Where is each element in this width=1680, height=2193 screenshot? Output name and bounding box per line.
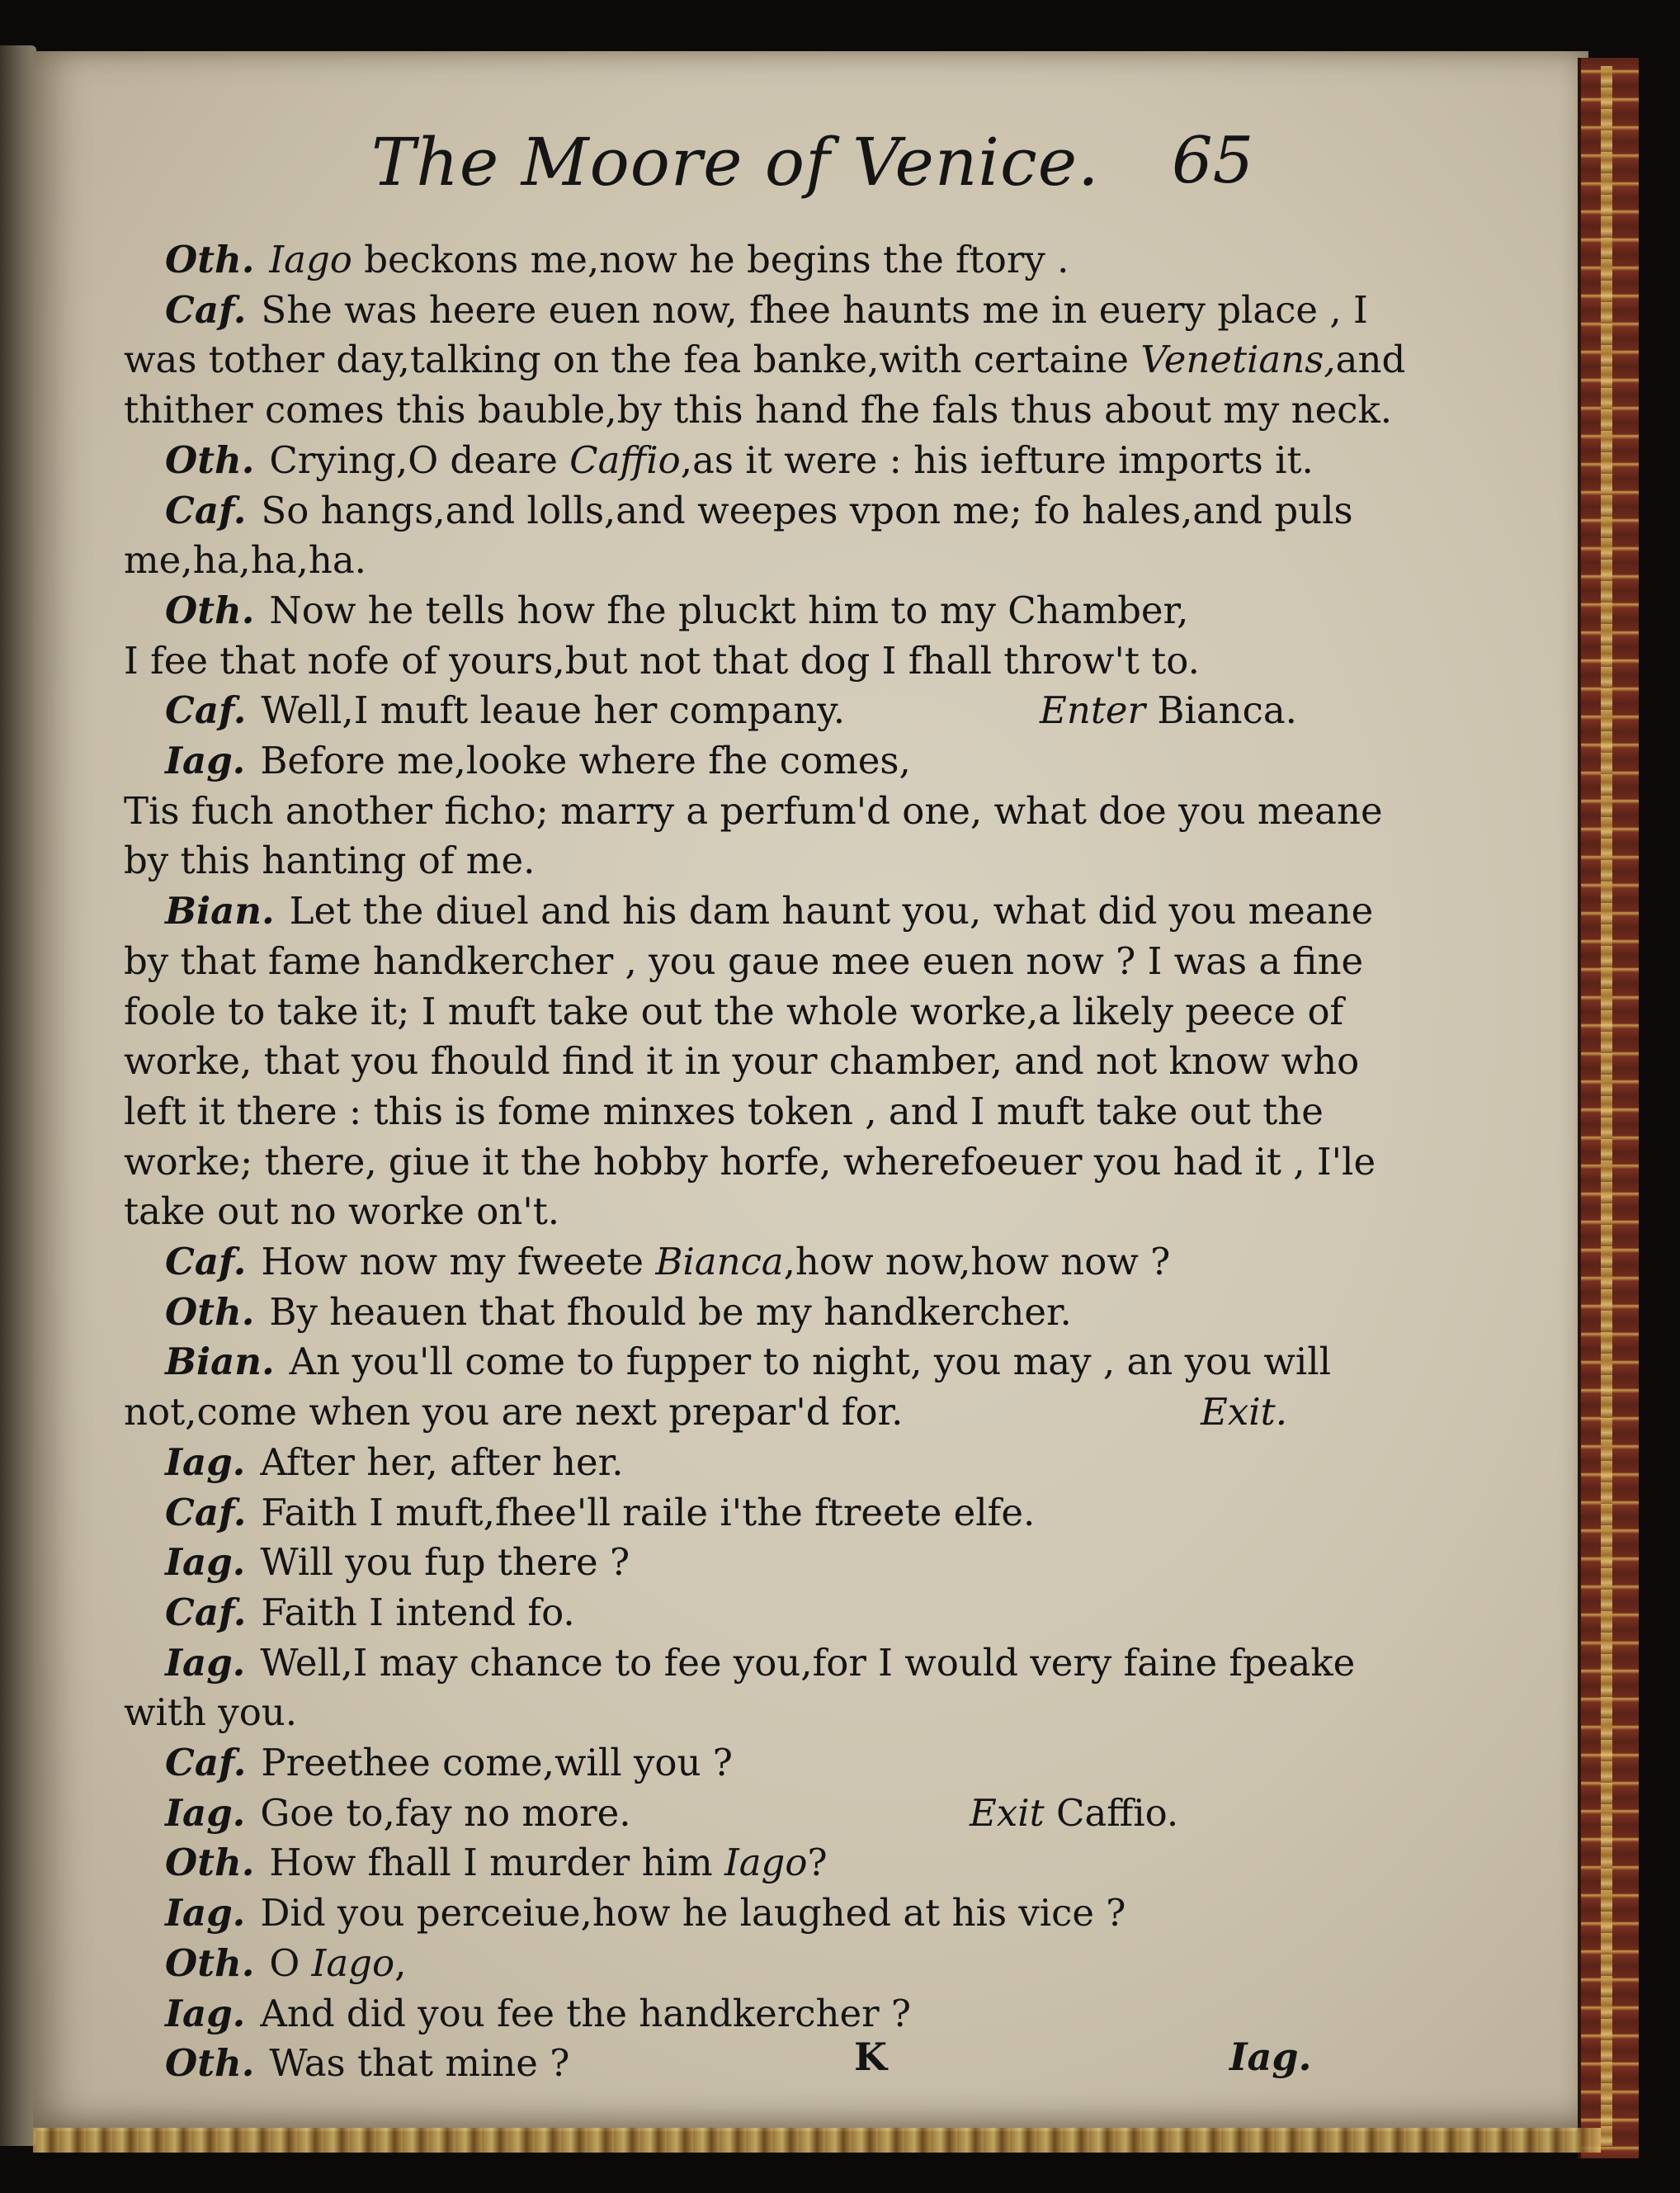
line-text: and <box>1335 338 1406 381</box>
text-line <box>124 1137 1376 1187</box>
line-text: So hangs,and lolls,and weepes vpon me; fo hales,and puls <box>261 489 1353 532</box>
line-text: Crying,O deare <box>269 438 570 482</box>
italic-name: Caffio <box>569 438 681 482</box>
speaker-prefix: Bian. <box>165 1340 275 1383</box>
text-line <box>165 1538 630 1587</box>
text-line <box>165 1838 828 1888</box>
text-line <box>165 436 1314 485</box>
line-text: with you. <box>124 1690 298 1734</box>
text-line <box>165 1638 1355 1688</box>
text-line <box>165 286 1368 335</box>
speaker-prefix: Caf. <box>165 1240 247 1283</box>
line-text: She was heere euen now, fhee haunts me in euery place , I <box>261 288 1368 332</box>
line-text: Let the diuel and his dam haunt you, what did you meane <box>289 889 1374 933</box>
line-text: Faith I muft,fhee'll raile i'the ftreete elfe. <box>261 1491 1036 1534</box>
line-text: Before me,looke where fhe comes, <box>260 739 911 782</box>
stage-direction <box>1201 1387 1287 1437</box>
stage-direction-text: Caffio. <box>1044 1791 1179 1835</box>
line-text: Was that mine ? <box>269 2041 570 2085</box>
text-line <box>124 1037 1359 1086</box>
line-text: was tother day,talking on the fea banke,with certaine <box>124 338 1141 381</box>
speaker-prefix: Caf. <box>165 688 247 732</box>
text-line <box>124 1688 297 1737</box>
speaker-prefix: Oth. <box>165 2041 255 2085</box>
text-line <box>165 1288 1072 1337</box>
text-line <box>124 636 1200 686</box>
line-text: Preethee come,will you ? <box>261 1741 733 1784</box>
text-line <box>165 686 845 735</box>
line-text: left it there : this is fome minxes token , and I muft take out the <box>124 1089 1324 1133</box>
text-line <box>165 1939 406 1988</box>
signature-mark: K <box>854 2035 887 2079</box>
italic-name: Iago <box>311 1941 395 1985</box>
line-text: Tis fuch another ficho; marry a perfum'd one, what doe you meane <box>124 789 1383 833</box>
speaker-prefix: Caf. <box>165 288 247 332</box>
speaker-prefix: Oth. <box>165 1290 255 1334</box>
speaker-prefix: Iag. <box>165 1641 246 1685</box>
speaker-prefix: Iag. <box>165 1891 246 1935</box>
text-line <box>124 1187 559 1236</box>
line-text: After her, after her. <box>260 1440 624 1484</box>
text-line <box>124 335 1405 385</box>
line-text: by that fame handkercher , you gaue mee euen now ? I was a fine <box>124 939 1364 983</box>
speaker-prefix: Iag. <box>165 739 246 782</box>
speaker-prefix: Iag. <box>165 1992 246 2035</box>
line-text: Now he tells how fhe pluckt him to my Chamber, <box>269 588 1189 632</box>
text-line <box>165 1989 911 2039</box>
line-text: O <box>269 1941 312 1985</box>
line-text: ,how now,how now ? <box>783 1240 1171 1283</box>
speaker-prefix: Caf. <box>165 1590 247 1634</box>
text-line <box>165 1237 1170 1287</box>
stage-direction-text: Enter <box>1040 688 1146 732</box>
speaker-prefix: Iag. <box>165 1440 246 1484</box>
facing-page-edge <box>0 45 36 2146</box>
italic-name: Iago <box>269 238 352 281</box>
line-text: An you'll come to fupper to night, you may , an you will <box>289 1340 1332 1383</box>
gilt-bottom-edge <box>33 2128 1601 2153</box>
text-line <box>124 987 1343 1037</box>
line-text: Well,I may chance to fee you,for I would very faine fpeake <box>260 1641 1356 1685</box>
speaker-prefix: Oth. <box>165 1941 255 1985</box>
italic-name: Iago <box>724 1841 808 1884</box>
italic-name: Venetians, <box>1140 338 1336 381</box>
text-line <box>165 486 1353 536</box>
text-line <box>165 586 1188 636</box>
speaker-prefix: Bian. <box>165 889 275 933</box>
line-text: Faith I intend fo. <box>261 1590 575 1634</box>
text-line <box>165 1888 1126 1938</box>
text-line <box>124 937 1363 986</box>
speaker-prefix: Caf. <box>165 489 247 532</box>
running-title: The Moore of Venice. <box>371 124 1100 201</box>
text-line <box>124 1387 903 1437</box>
stage-direction-text: Bianca. <box>1145 688 1297 732</box>
line-text: And did you fee the handkercher ? <box>260 1992 912 2035</box>
stage-direction <box>970 1789 1178 1838</box>
line-text: Well,I muft leaue her company. <box>261 688 846 732</box>
line-text: ,as it were : his iefture imports it. <box>680 438 1314 482</box>
line-text: , <box>394 1941 407 1985</box>
stage-direction-text: Exit <box>970 1791 1045 1835</box>
speaker-prefix: Oth. <box>165 238 255 281</box>
line-text: beckons me,now he begins the ftory . <box>352 238 1069 281</box>
speaker-prefix: Iag. <box>165 1540 246 1584</box>
text-line <box>165 1588 575 1638</box>
text-line <box>124 385 1392 435</box>
text-line <box>165 235 1069 285</box>
gilt-tooling <box>1601 66 1612 2146</box>
text-line <box>165 1488 1035 1538</box>
page-number: 65 <box>1172 124 1254 198</box>
text-line <box>165 1438 624 1487</box>
speaker-prefix: Oth. <box>165 1841 255 1884</box>
line-text: foole to take it; I muft take out the whole worke,a likely peece of <box>124 990 1344 1033</box>
speaker-prefix: Iag. <box>165 1791 246 1835</box>
speaker-prefix: Caf. <box>165 1491 247 1534</box>
line-text: Will you fup there ? <box>260 1540 630 1584</box>
text-line <box>165 1738 733 1788</box>
catchword: Iag. <box>1229 2035 1312 2079</box>
line-text: How now my fweete <box>261 1240 656 1283</box>
text-line <box>165 1789 631 1838</box>
line-text: worke; there, giue it the hobby horfe, wherefoeuer you had it , I'le <box>124 1140 1376 1184</box>
line-text: By heauen that fhould be my handkercher. <box>269 1290 1072 1334</box>
line-text: by this hanting of me. <box>124 839 536 882</box>
text-line <box>124 787 1383 836</box>
text-line <box>165 1337 1331 1387</box>
line-text: I fee that nofe of yours,but not that dog I fhall throw't to. <box>124 639 1200 683</box>
speaker-prefix: Caf. <box>165 1741 247 1784</box>
page-header <box>0 124 1680 223</box>
text-line <box>124 836 535 886</box>
stage-direction-text: Exit. <box>1201 1390 1288 1434</box>
line-text: not,come when you are next prepar'd for. <box>124 1390 904 1434</box>
text-line <box>165 736 911 786</box>
line-text: me,ha,ha,ha. <box>124 538 366 582</box>
stage-direction <box>1040 686 1297 735</box>
speaker-prefix: Oth. <box>165 438 255 482</box>
line-text: Goe to,fay no more. <box>260 1791 631 1835</box>
line-text: thither comes this bauble,by this hand fhe fals thus about my neck. <box>124 388 1393 432</box>
line-text: ? <box>807 1841 828 1884</box>
italic-name: Bianca <box>655 1240 784 1283</box>
line-text: Did you perceiue,how he laughed at his vice ? <box>260 1891 1126 1935</box>
line-text: worke, that you fhould find it in your chamber, and not know who <box>124 1039 1360 1083</box>
page-footer <box>0 2035 1680 2092</box>
speaker-prefix: Oth. <box>165 588 255 632</box>
text-line <box>124 1087 1324 1137</box>
line-text: How fhall I murder him <box>269 1841 724 1884</box>
line-text: take out no worke on't. <box>124 1189 560 1233</box>
text-line <box>124 536 366 585</box>
text-line <box>165 886 1373 936</box>
